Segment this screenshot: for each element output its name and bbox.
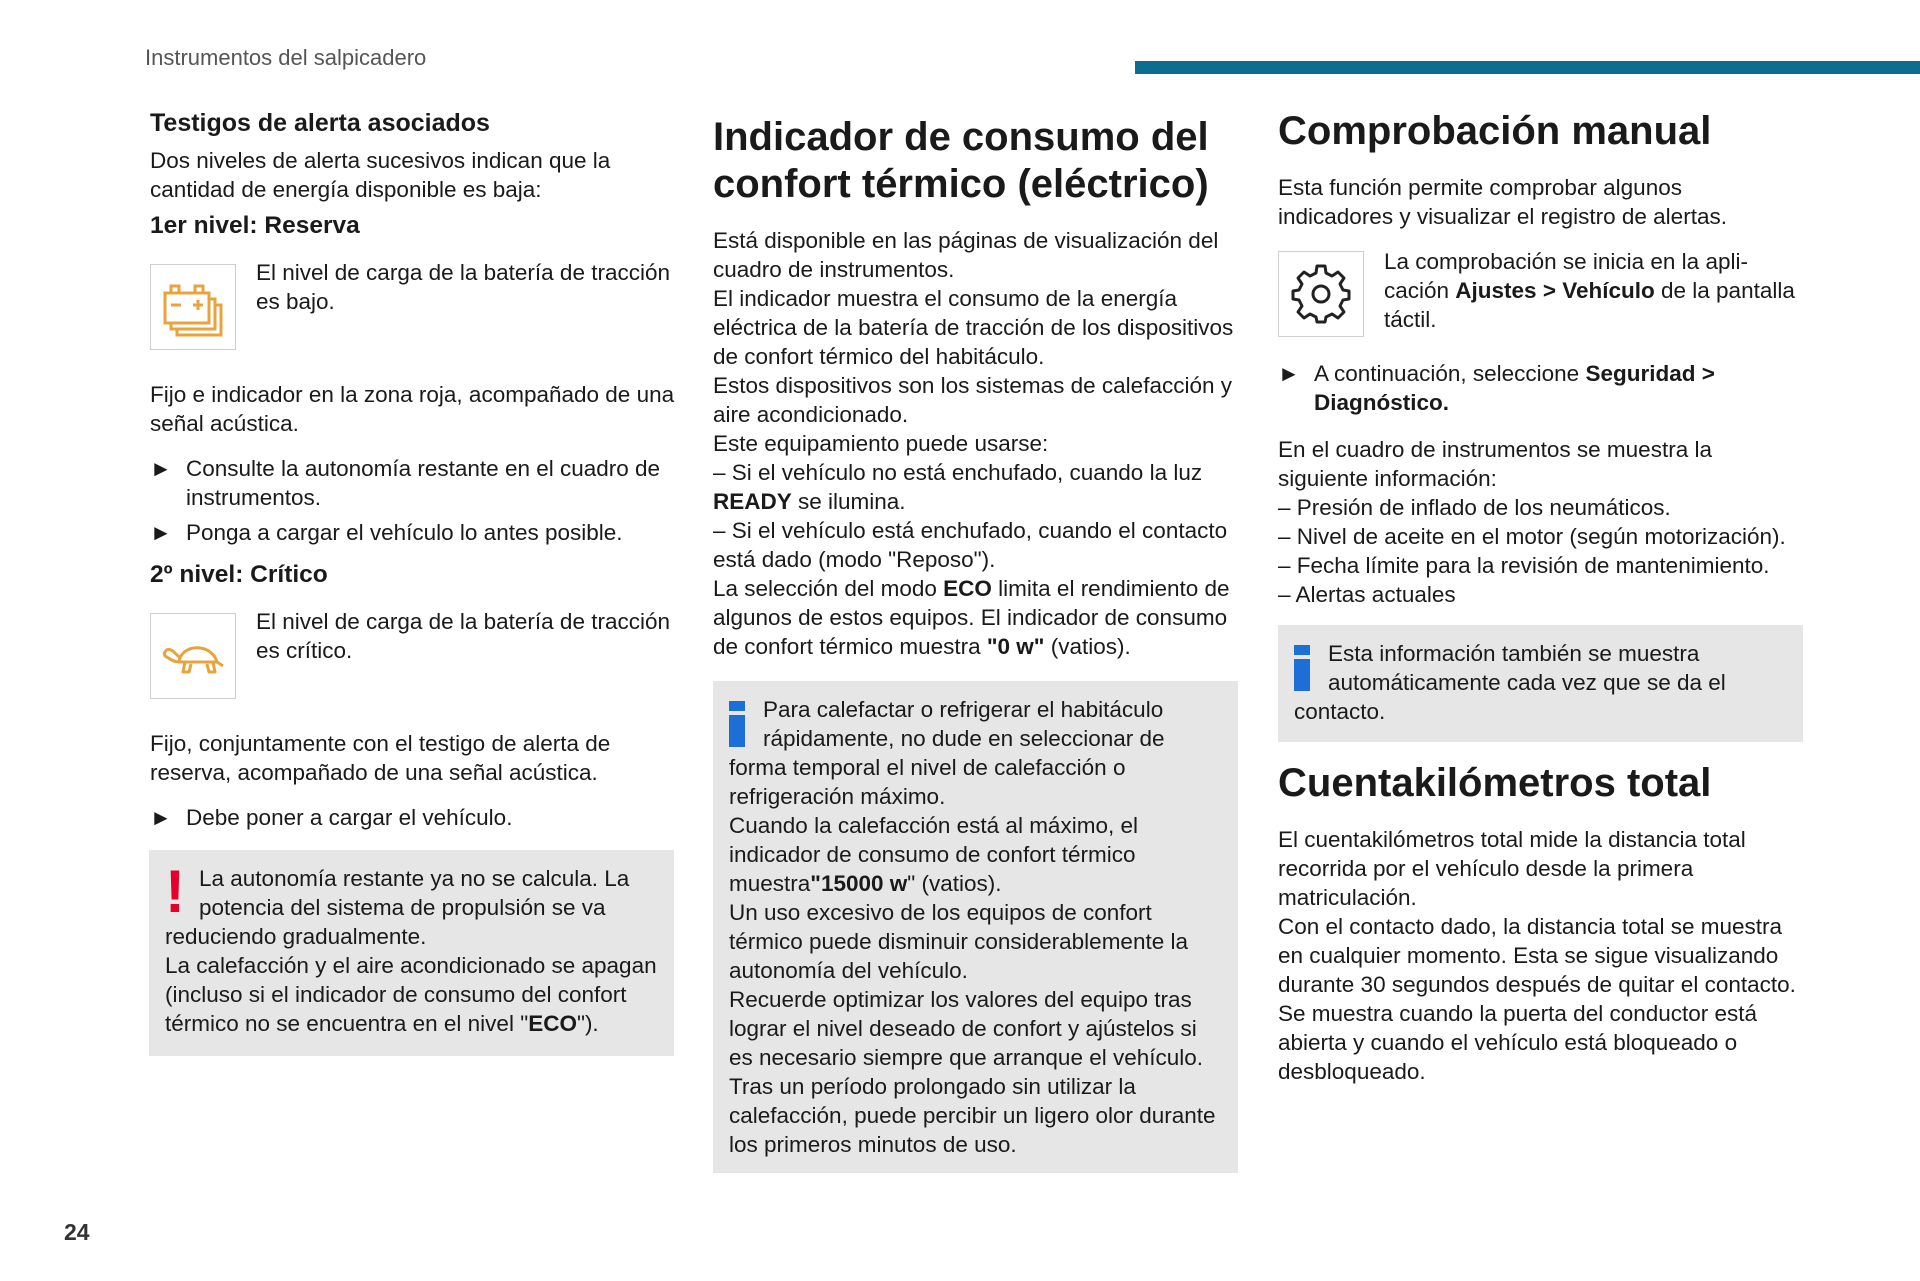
- thermal-p5: – Si el vehículo no está enchufado, cuando la luz READY se ilumina.: [713, 460, 1203, 514]
- column-alert-lights: [150, 108, 675, 1056]
- thermal-p6: – Si el vehículo está enchufado, cuando el contacto está dado (modo "Reposo").: [713, 518, 1228, 572]
- list-item: ► Ponga a cargar el vehículo lo antes posible.: [150, 520, 623, 545]
- page-number: 24: [64, 1219, 90, 1245]
- thermal-p2: El indicador muestra el consumo de la energía eléctrica de la batería de tracción de los dispositivos de confort térmico del habitáculo.: [713, 286, 1234, 369]
- column-manual-check: [1278, 108, 1803, 1086]
- column-thermal-comfort: [713, 114, 1238, 1173]
- warning-icon: !: [165, 858, 185, 925]
- alerts-title: Testigos de alerta asociados: [150, 109, 490, 137]
- level2-icon-text: El nivel de carga de la batería de tracción es crítico.: [256, 609, 670, 663]
- level1-title: 1er nivel: Reserva: [150, 212, 360, 239]
- alerts-intro: Dos niveles de alerta sucesivos indican que la cantidad de energía disponible es baja:: [150, 148, 611, 202]
- thermal-p4: Este equipamiento puede usarse:: [713, 431, 1049, 456]
- settings-text: La comprobación se inicia en la aplicación Ajustes > Vehículo de la pantalla táctil.: [1384, 249, 1795, 332]
- bullet-arrow-icon: ►: [1278, 361, 1300, 386]
- bullet-arrow-icon: ►: [150, 520, 172, 545]
- thermal-title: Indicador de consumo del confort térmico (eléctrico): [713, 115, 1209, 206]
- odometer-p1: El cuentakilómetros total mide la distancia total recorrida por el vehículo desde la primera matriculación.: [1278, 827, 1746, 910]
- warning-box: [149, 850, 674, 1056]
- level2-desc: Fijo, conjuntamente con el testigo de alerta de reserva, acompañado de una señal acústica.: [150, 731, 611, 785]
- odometer-p2: Con el contacto dado, la distancia total se muestra en cualquier momento. Esta se sigue visualizando durante 30 segundos después de quitar el contacto. Se muestra cuando la puerta del conductor está abierta y cuando el vehículo está bloqueado o desbloqueado.: [1278, 914, 1796, 1084]
- thermal-p7: La selección del modo ECO limita el rendimiento de algunos de estos equipos. El indicador de consumo de confort térmico muestra "0 w" (vatios).: [713, 576, 1230, 659]
- list-item: – Nivel de aceite en el motor (según motorización).: [1278, 524, 1786, 549]
- info-intro: En el cuadro de instrumentos se muestra la siguiente información:: [1278, 437, 1712, 491]
- battery-warning-icon: [150, 264, 236, 350]
- warning-text: La autonomía restante ya no se calcula. La potencia del sistema de propulsión se va reduciendo gradualmente. La calefacción y el aire acondicionado se apagan (incluso si el indicador de consumo del confort térmico no se encuentra en el nivel "ECO").: [165, 866, 657, 1036]
- list-item: – Alertas actuales: [1278, 582, 1456, 607]
- list-item: ► A continuación, seleccione Seguridad > Diagnóstico.: [1278, 361, 1715, 415]
- level1-icon-row: [150, 256, 675, 350]
- bullet-arrow-icon: ►: [150, 456, 172, 481]
- manual-check-title: Comprobación manual: [1278, 109, 1712, 153]
- turtle-icon: [150, 613, 236, 699]
- list-item: ► Consulte la autonomía restante en el cuadro de instrumentos.: [150, 456, 661, 510]
- list-item: ► Debe poner a cargar el vehículo.: [150, 805, 513, 830]
- bullet-arrow-icon: ►: [150, 805, 172, 830]
- level1-icon-text: El nivel de carga de la batería de tracción es bajo.: [256, 260, 670, 314]
- info-icon: [729, 701, 745, 747]
- manual-check-intro: Esta función permite comprobar algunos indicadores y visualizar el registro de alertas.: [1278, 175, 1727, 229]
- level2-icon-row: [150, 605, 675, 699]
- level2-title: 2º nivel: Crítico: [150, 561, 328, 588]
- odometer-title: Cuentakilómetros total: [1278, 761, 1712, 805]
- thermal-p3: Estos dispositivos son los sistemas de calefacción y aire acondicionado.: [713, 373, 1232, 427]
- level1-desc: Fijo e indicador en la zona roja, acompañado de una señal acústica.: [150, 382, 675, 436]
- section-header: Instrumentos del salpicadero: [145, 45, 427, 70]
- info-box: Para calefactar o refrigerar el habitáculo rápidamente, no dude en seleccionar de forma temporal el nivel de calefacción o refrigeración máximo. Cuando la calefacción está al máximo, el indicador de consumo de confort térmico muestra"15000 w" (vatios). Un uso excesivo de los equipos de confort térmico puede disminuir considerablemente la autonomía del vehículo. Recuerde optimizar los valores del equipo tras lograr el nivel deseado de confort y ajústelos si es necesario siempre que arranque el vehículo. Tras un período prolongado sin utilizar la calefacción, puede percibir un ligero olor durante los primeros minutos de uso.: [713, 681, 1238, 1173]
- list-item: – Presión de inflado de los neumáticos.: [1278, 495, 1671, 520]
- info-box: Esta información también se muestra automáticamente cada vez que se da el contacto.: [1278, 625, 1803, 742]
- list-item: – Fecha límite para la revisión de mantenimiento.: [1278, 553, 1770, 578]
- settings-icon-row: [1278, 245, 1803, 337]
- thermal-p1: Está disponible en las páginas de visualización del cuadro de instrumentos.: [713, 228, 1219, 282]
- info-icon: [1294, 645, 1310, 691]
- gear-icon: [1278, 251, 1364, 337]
- header-accent-bar: [1135, 61, 1920, 74]
